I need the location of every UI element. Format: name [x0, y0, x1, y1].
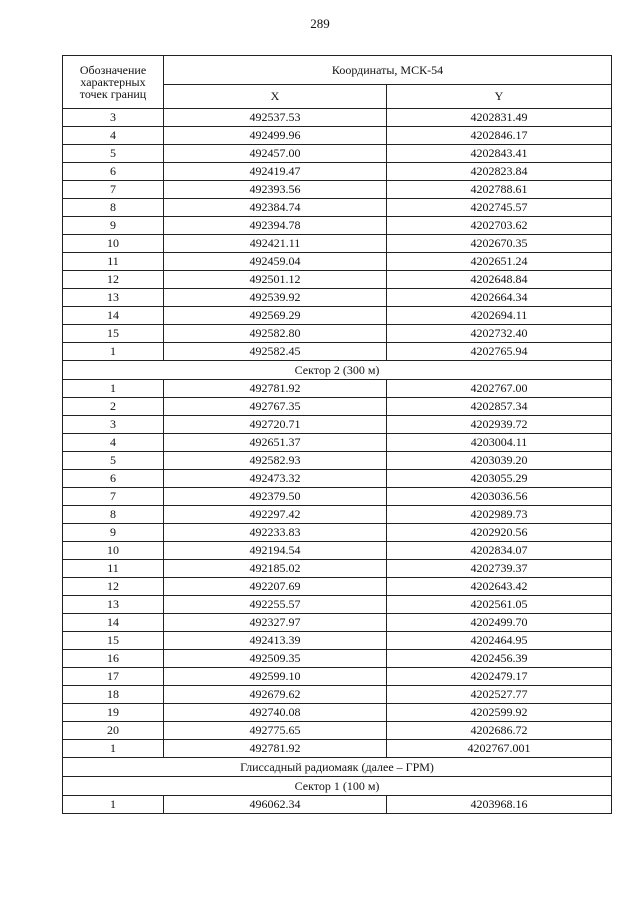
table-row [63, 524, 612, 542]
table-row [63, 343, 612, 361]
y-coordinate-cell: 4202599.92 [387, 704, 612, 722]
coordinates-table-body [63, 109, 612, 814]
point-number-cell: 17 [63, 668, 164, 686]
x-coordinate-cell: 492767.35 [164, 398, 387, 416]
y-coordinate-cell: 4202739.37 [387, 560, 612, 578]
x-coordinate-cell: 492421.11 [164, 235, 387, 253]
point-number-cell: 7 [63, 488, 164, 506]
x-coordinate-cell: 496062.34 [164, 796, 387, 814]
table-row [63, 488, 612, 506]
point-number-cell: 3 [63, 109, 164, 127]
table-row [63, 127, 612, 145]
x-coordinate-cell: 492582.80 [164, 325, 387, 343]
y-coordinate-cell: 4202479.17 [387, 668, 612, 686]
point-number-cell: 9 [63, 217, 164, 235]
x-coordinate-cell: 492582.93 [164, 452, 387, 470]
point-number-cell: 10 [63, 542, 164, 560]
table-row [63, 235, 612, 253]
x-coordinate-cell: 492775.65 [164, 722, 387, 740]
table-row [63, 398, 612, 416]
x-coordinate-cell: 492384.74 [164, 199, 387, 217]
y-coordinate-cell: 4203039.20 [387, 452, 612, 470]
x-coordinate-cell: 492569.29 [164, 307, 387, 325]
x-column-header: X [164, 85, 387, 109]
table-row [63, 704, 612, 722]
table-row [63, 181, 612, 199]
table-row [63, 686, 612, 704]
table-row [63, 796, 612, 814]
table-row [63, 271, 612, 289]
table-row [63, 380, 612, 398]
x-coordinate-cell: 492499.96 [164, 127, 387, 145]
y-coordinate-cell: 4202765.94 [387, 343, 612, 361]
section-title: Сектор 1 (100 м) [63, 777, 612, 796]
section-row [63, 361, 612, 380]
x-coordinate-cell: 492501.12 [164, 271, 387, 289]
y-coordinate-cell: 4202664.34 [387, 289, 612, 307]
x-coordinate-cell: 492459.04 [164, 253, 387, 271]
point-number-cell: 14 [63, 614, 164, 632]
y-coordinate-cell: 4202703.62 [387, 217, 612, 235]
section-title: Глиссадный радиомаяк (далее – ГРМ) [63, 758, 612, 777]
y-coordinate-cell: 4202989.73 [387, 506, 612, 524]
y-coordinate-cell: 4202670.35 [387, 235, 612, 253]
point-number-cell: 14 [63, 307, 164, 325]
y-coordinate-cell: 4202694.11 [387, 307, 612, 325]
y-coordinate-cell: 4202464.95 [387, 632, 612, 650]
table-row [63, 668, 612, 686]
y-coordinate-cell: 4202527.77 [387, 686, 612, 704]
section-row [63, 777, 612, 796]
y-coordinate-cell: 4203968.16 [387, 796, 612, 814]
y-coordinate-cell: 4202732.40 [387, 325, 612, 343]
y-coordinate-cell: 4202686.72 [387, 722, 612, 740]
y-coordinate-cell: 4202939.72 [387, 416, 612, 434]
table-row [63, 145, 612, 163]
table-row [63, 452, 612, 470]
y-coordinate-cell: 4202788.61 [387, 181, 612, 199]
table-row [63, 614, 612, 632]
x-coordinate-cell: 492781.92 [164, 740, 387, 758]
y-coordinate-cell: 4202831.49 [387, 109, 612, 127]
section-row [63, 758, 612, 777]
point-number-cell: 19 [63, 704, 164, 722]
y-coordinate-cell: 4202643.42 [387, 578, 612, 596]
table-row [63, 307, 612, 325]
y-coordinate-cell: 4203055.29 [387, 470, 612, 488]
point-number-cell: 9 [63, 524, 164, 542]
point-number-cell: 11 [63, 253, 164, 271]
y-coordinate-cell: 4202648.84 [387, 271, 612, 289]
point-number-cell: 5 [63, 452, 164, 470]
coordinates-header: Координаты, МСК-54 [164, 56, 612, 85]
x-coordinate-cell: 492327.97 [164, 614, 387, 632]
x-coordinate-cell: 492473.32 [164, 470, 387, 488]
point-number-cell: 6 [63, 470, 164, 488]
y-column-header: Y [387, 85, 612, 109]
x-coordinate-cell: 492599.10 [164, 668, 387, 686]
y-coordinate-cell: 4202767.00 [387, 380, 612, 398]
x-coordinate-cell: 492194.54 [164, 542, 387, 560]
table-row [63, 325, 612, 343]
table-row [63, 722, 612, 740]
x-coordinate-cell: 492781.92 [164, 380, 387, 398]
x-coordinate-cell: 492509.35 [164, 650, 387, 668]
x-coordinate-cell: 492582.45 [164, 343, 387, 361]
x-coordinate-cell: 492185.02 [164, 560, 387, 578]
point-number-cell: 8 [63, 199, 164, 217]
x-coordinate-cell: 492394.78 [164, 217, 387, 235]
x-coordinate-cell: 492233.83 [164, 524, 387, 542]
point-number-cell: 6 [63, 163, 164, 181]
point-number-cell: 13 [63, 596, 164, 614]
y-coordinate-cell: 4202456.39 [387, 650, 612, 668]
table-row [63, 632, 612, 650]
y-coordinate-cell: 4202834.07 [387, 542, 612, 560]
table-row [63, 217, 612, 235]
point-number-cell: 8 [63, 506, 164, 524]
y-coordinate-cell: 4202561.05 [387, 596, 612, 614]
table-row [63, 542, 612, 560]
x-coordinate-cell: 492720.71 [164, 416, 387, 434]
table-row [63, 434, 612, 452]
y-coordinate-cell: 4202843.41 [387, 145, 612, 163]
coordinates-table [62, 55, 612, 814]
point-number-cell: 15 [63, 632, 164, 650]
x-coordinate-cell: 492537.53 [164, 109, 387, 127]
point-number-cell: 2 [63, 398, 164, 416]
point-number-cell: 4 [63, 127, 164, 145]
table-row [63, 578, 612, 596]
x-coordinate-cell: 492679.62 [164, 686, 387, 704]
point-designation-header: Обозначение характерных точек границ [63, 56, 164, 109]
point-number-cell: 15 [63, 325, 164, 343]
point-number-cell: 1 [63, 740, 164, 758]
y-coordinate-cell: 4202846.17 [387, 127, 612, 145]
point-number-cell: 3 [63, 416, 164, 434]
x-coordinate-cell: 492379.50 [164, 488, 387, 506]
table-row [63, 163, 612, 181]
y-coordinate-cell: 4202767.001 [387, 740, 612, 758]
x-coordinate-cell: 492207.69 [164, 578, 387, 596]
y-coordinate-cell: 4202857.34 [387, 398, 612, 416]
point-number-cell: 7 [63, 181, 164, 199]
x-coordinate-cell: 492539.92 [164, 289, 387, 307]
table-row [63, 253, 612, 271]
point-number-cell: 12 [63, 271, 164, 289]
x-coordinate-cell: 492457.00 [164, 145, 387, 163]
table-row [63, 416, 612, 434]
y-coordinate-cell: 4203004.11 [387, 434, 612, 452]
table-row [63, 596, 612, 614]
x-coordinate-cell: 492297.42 [164, 506, 387, 524]
point-number-cell: 1 [63, 380, 164, 398]
x-coordinate-cell: 492255.57 [164, 596, 387, 614]
y-coordinate-cell: 4202920.56 [387, 524, 612, 542]
y-coordinate-cell: 4203036.56 [387, 488, 612, 506]
x-coordinate-cell: 492393.56 [164, 181, 387, 199]
table-row [63, 740, 612, 758]
x-coordinate-cell: 492740.08 [164, 704, 387, 722]
point-number-cell: 5 [63, 145, 164, 163]
point-number-cell: 1 [63, 796, 164, 814]
point-number-cell: 16 [63, 650, 164, 668]
point-number-cell: 11 [63, 560, 164, 578]
x-coordinate-cell: 492419.47 [164, 163, 387, 181]
table-row [63, 109, 612, 127]
point-number-cell: 20 [63, 722, 164, 740]
table-row [63, 506, 612, 524]
point-number-cell: 12 [63, 578, 164, 596]
y-coordinate-cell: 4202823.84 [387, 163, 612, 181]
y-coordinate-cell: 4202745.57 [387, 199, 612, 217]
x-coordinate-cell: 492413.39 [164, 632, 387, 650]
point-number-cell: 4 [63, 434, 164, 452]
table-row [63, 560, 612, 578]
point-number-cell: 18 [63, 686, 164, 704]
table-row [63, 289, 612, 307]
point-number-cell: 1 [63, 343, 164, 361]
table-row [63, 470, 612, 488]
point-number-cell: 13 [63, 289, 164, 307]
table-row [63, 650, 612, 668]
x-coordinate-cell: 492651.37 [164, 434, 387, 452]
table-row [63, 199, 612, 217]
y-coordinate-cell: 4202651.24 [387, 253, 612, 271]
page-number: 289 [310, 16, 330, 31]
section-title: Сектор 2 (300 м) [63, 361, 612, 380]
y-coordinate-cell: 4202499.70 [387, 614, 612, 632]
point-number-cell: 10 [63, 235, 164, 253]
